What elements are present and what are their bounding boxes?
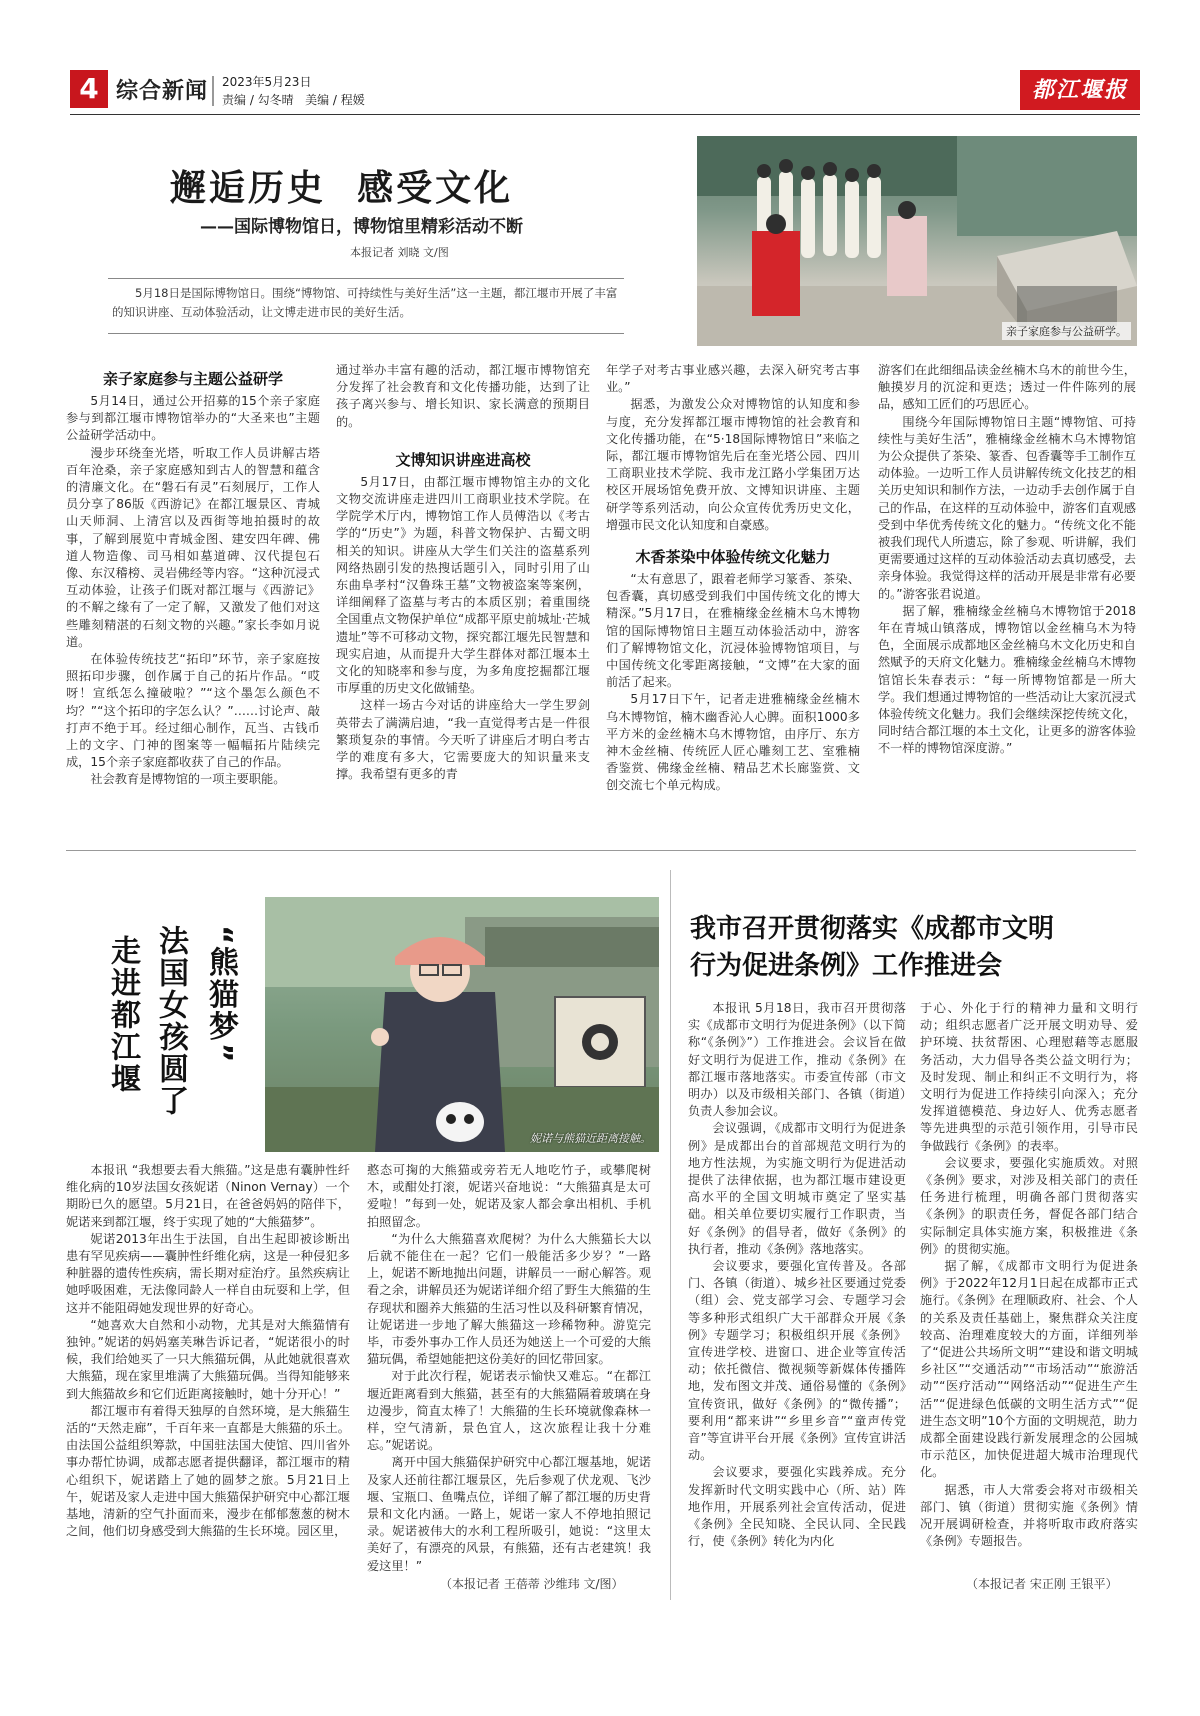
masthead-text: 都江堰报 (1031, 77, 1128, 103)
paragraph: 年学子对考古事业感兴趣，去深入研究考古事业。” (606, 363, 860, 395)
issue-date: 2023年5月23日 (222, 75, 312, 89)
header-divider (212, 76, 214, 106)
page-number: 4 (79, 72, 99, 105)
section-divider (66, 850, 1136, 851)
paragraph: 5月17日下午，记者走进雅楠缘金丝楠木乌木博物馆，楠木幽香沁人心脾。面积1000多平方米的金丝楠木乌木博物馆，由序厅、东方神木金丝楠、传统匠人匠心雕刻工艺、室雅楠香鉴赏、佛缘金丝楠、精品艺术长廊鉴赏、文创交流七个单元构成。 (606, 692, 860, 793)
paragraph: “太有意思了，跟着老师学习篆香、茶染、包香囊，真切感受到我们中国传统文化的博大精深。”5月17日，在雅楠缘金丝楠木乌木博物馆的国际博物馆日主题互动体验活动中，游客们了解博物馆文化，沉浸体验博物馆项目，与中国传统文化零距离接触，“文博”在大家的面前活了起来。 (606, 572, 860, 690)
museum-photo-caption: 亲子家庭参与公益研学。 (1002, 322, 1131, 340)
article3-title-line1: 我市召开贯彻落实《成都市文明 (690, 914, 1055, 944)
panda-photo-caption: 妮诺与熊猫近距离接触。 (530, 1132, 651, 1145)
article1-col1-body (66, 393, 320, 789)
article1-lead: 5月18日是国际博物馆日。围绕“博物馆、可持续性与美好生活”这一主题，都江堰市开展了丰富的知识讲座、互动体验活动，让文博走进市民的美好生活。 (112, 286, 618, 319)
paragraph: 会议要求，要强化宣传普及。各部门、各镇（街道）、城乡社区要通过党委（组）会、党支部学习会、专题学习会等多种形式组织广大干部群众开展《条例》专题学习；积极组织开展《条例》宣传进学校、进窗口、进企业等宣传活动；依托微信、微视频等新媒体传播阵地，发布图文并茂、通俗易懂的《条例》宣传资讯，做好《条例》的“微传播”；要利用“都来讲”“乡里乡音”“童声传党音”等宣讲平台开展《条例》宣传宣讲活动。 (688, 1259, 906, 1463)
paragraph: 妮诺2013年出生于法国，自出生起即被诊断出患有罕见疾病——囊肿性纤维化病，这是一种侵犯多种脏器的遗传性疾病，需长期对症治疗。虽然疾病让她呼吸困难，无法像同龄人一样自由玩耍和上学，但这并不能阻碍她发现世界的好奇心。 (66, 1231, 350, 1315)
article1-column-1 (66, 362, 320, 832)
article1-lead-box (108, 278, 624, 334)
paragraph: 据悉，市人大常委会将对市级相关部门、镇（街道）贯彻实施《条例》情况开展调研检查，并将听取市政府落实《条例》专题报告。 (920, 1482, 1138, 1549)
article1-column-4 (878, 362, 1136, 832)
paragraph: “为什么大熊猫喜欢爬树？为什么大熊猫长大以后就不能住在一起？它们一般能活多少岁？”一路上，妮诺不断地抛出问题，讲解员一一耐心解答。观看之余，讲解员还为妮诺详细介绍了野生大熊猫的生存现状和圈养大熊猫的生活习性以及科研繁育情况，让妮诺进一步地了解大熊猫这一珍稀物种。游览完毕，市委外事办工作人员还为她送上一个可爱的大熊猫玩偶，希望她能把这份美好的回忆带回家。 (367, 1231, 651, 1367)
article1-section1-heading: 亲子家庭参与主题公益研学 (102, 370, 283, 388)
paragraph: 漫步环绕奎光塔，听取工作人员讲解古塔百年沧桑，亲子家庭感知到古人的智慧和蕴含的清廉文化。在“磐石有灵”石刻展厅，工作人员分享了86版《西游记》在都江堰景区、青城山天师洞、上清宫以及西街等地拍摄时的故事，了解到展览中青城金图、建安四年碑、佛道人物造像、司马相如墓道碑、汉代提包石像、东汉稽榜、灵岩佛经等内容。“这种沉浸式互动体验，让孩子们既对都江堰与《西游记》的不解之缘有了一定了解，又激发了他们对这些雕刻精湛的石刻文物的兴趣。”家长李如月说道。 (66, 445, 320, 649)
article2-column-1 (66, 1162, 350, 1592)
article1-column-3 (606, 362, 860, 832)
article1-section3-heading: 木香茶染中体验传统文化魅力 (635, 548, 831, 567)
paragraph: 据悉，为激发公众对博物馆的认知度和参与度，充分发挥都江堰市博物馆的社会教育和文化传播功能，在“5·18国际博物馆日”来临之际，都江堰市博物馆先后在奎光塔公园、四川工商职业技术学院、我市龙江路小学集团万达校区开展场馆免费开放、文博知识讲座、主题研学等系列活动，向公众宣传优秀历史文化，增强市民文化认知度和自豪感。 (606, 397, 860, 532)
article3-byline: （本报记者 宋正刚 王银平） (966, 1577, 1118, 1591)
paragraph: 会议要求，要强化实施质效。对照《条例》要求，对涉及相关部门的责任任务进行梳理，明确各部门贯彻落实《条例》的职责任务，督促各部门结合实际制定具体实施方案，积极推进《条例》的贯彻实施。 (920, 1155, 1138, 1256)
paragraph: 围绕今年国际博物馆日主题“博物馆、可持续性与美好生活”，雅楠缘金丝楠木乌木博物馆为公众提供了茶染、篆香、包香囊等手工制作互动体验。一边听工作人员讲解传统文化技艺的相关历史知识和制作方法，一边动手去创作属于自己的作品，在这样的互动体验中，游客们直观感受到中华优秀传统文化的魅力。“传统文化不能被我们现代人所遗忘，除了参观、听讲解，我们更需要通过这样的互动体验活动去真切感受，去亲身体验。我觉得这样的活动开展是非常有必要的。”游客张君说道。 (878, 414, 1136, 601)
panda-scene-image (265, 897, 659, 1152)
paragraph: 都江堰市有着得天独厚的自然环境，是大熊猫生活的“天然走廊”，千百年来一直都是大熊猫的乐土。由法国公益组织筹款，中国驻法国大使馆、四川省外事办帮忙协调，成都志愿者提供翻译，都江堰市的精心组织下，妮诺踏上了她的圆梦之旅。5月21日上午，妮诺及家人走进中国大熊猫保护研究中心都江堰基地，清新的空气扑面而来，漫步在郁郁葱葱的树木之间，他们切身感受到大熊猫的生长环境。园区里， (66, 1403, 350, 1539)
article1-byline: 本报记者 刘晓 文/图 (350, 246, 449, 259)
editors: 责编 / 勾冬晴 美编 / 程媛 (222, 93, 365, 107)
paragraph: 通过举办丰富有趣的活动，都江堰市博物馆充分发挥了社会教育和文化传播功能，达到了让孩子离兴参与、增长知识、家长满意的预期目的。 (336, 363, 590, 429)
article2-title-line3: 走进都江堰 (105, 935, 140, 1095)
paragraph: 憨态可掬的大熊猫或旁若无人地吃竹子，或攀爬树木，或酣处打滚，妮诺兴奋地说：“大熊猫真是太可爱啦！”每到一处，妮诺及家人都会拿出相机、手机拍照留念。 (367, 1163, 651, 1229)
paragraph: 离开中国大熊猫保护研究中心都江堰基地，妮诺及家人还前往都江堰景区，先后参观了伏龙观、飞沙堰、宝瓶口、鱼嘴点位，详细了解了都江堰的历史背景和文化内涵。一路上，妮诺一家人不停地拍照记录。妮诺被伟大的水利工程所吸引，她说：“这里太美好了，有漂亮的风景，有熊猫，还有古老建筑！我爱这里！” (367, 1455, 651, 1572)
paragraph: 本报讯 “我想要去看大熊猫。”这是患有囊肿性纤维化病的10岁法国女孩妮诺（Ninon Vernay）一个期盼已久的愿望。5月21日，在爸爸妈妈的陪伴下，妮诺来到都江堰，终于实现了她的“大熊猫梦”。 (66, 1163, 350, 1229)
paragraph: 于心、外化于行的精神力量和文明行动；组织志愿者广泛开展文明劝导、爱护环境、扶贫帮困、心理慰藉等志愿服务活动，大力倡导各类公益文明行为；及时发现、制止和纠正不文明行为，将文明行为促进工作持续引向深入；充分发挥道德模范、身边好人、优秀志愿者等先进典型的示范引领作用，引导市民争做践行《条例》的表率。 (920, 1001, 1138, 1153)
header-rule (70, 114, 1140, 115)
article1-subtitle: ——国际博物馆日，博物馆里精彩活动不断 (200, 217, 523, 237)
article3-column-2 (920, 1000, 1138, 1570)
paragraph: 5月14日，通过公开招募的15个亲子家庭参与到都江堰市博物馆举办的“大圣来也”主题公益研学活动中。 (66, 394, 320, 443)
article3-column-1 (688, 1000, 906, 1590)
page-number-box (70, 70, 108, 108)
paragraph: 5月17日，由都江堰市博物馆主办的文化文物交流讲座走进四川工商职业技术学院。在学院学术厅内，博物馆工作人员傅浩以《考古学的“历史”》为题，科普文物保护、古蜀文明相关的知识。讲座从大学生们关注的盗墓系列网络热剧引发的热搜话题引入，同时引用了山东曲阜孝村“汉鲁珠王墓”文物被盗案等案例，详细阐释了盗墓与考古的本质区别；着重围绕全国重点文物保护单位“成都平原史前城址·芒城遗址”等不可移动文物，探究都江堰先民智慧和现实启迪，从而提升大学生群体对都江堰本土文化的知晓率和参与度，为多角度挖掘都江堰市厚重的历史文化做铺垫。 (336, 474, 590, 696)
article1-title: 邂逅历史 感受文化 (170, 168, 514, 209)
paragraph: 本报讯 5月18日，我市召开贯彻落实《成都市文明行为促进条例》（以下简称“《条例》”）工作推进会。会议旨在做好文明行为促进工作，推动《条例》在都江堰市落地落实。市委宣传部（市文明办）以及市级相关部门、各镇（街道）负责人参加会议。 (688, 1001, 906, 1119)
museum-photo (697, 136, 1137, 346)
paragraph: 这样一场古今对话的讲座给大一学生罗剑英带去了满满启迪，“我一直觉得考古是一件很繁琐复杂的事情。今天听了讲座后才明白考古学的难度有多大，它需要庞大的知识量来支撑。我希望有更多的青 (336, 698, 590, 782)
masthead-logo (1020, 70, 1140, 110)
article2-column-2 (367, 1162, 651, 1572)
panda-girl-photo (265, 897, 659, 1152)
paragraph: 社会教育是博物馆的一项主要职能。 (90, 772, 286, 787)
paragraph: 在体验传统技艺“拓印”环节，亲子家庭按照拓印步骤，创作属于自己的拓片作品。“哎呀！宣纸怎么撞破啦？”“这个墨怎么颜色不均？”“这个拓印的字怎么认？”……讨论声、敲打声不绝于耳。经过细心制作，瓦当、古钱币上的文字、门神的图案等一幅幅拓片陆续完成，15个亲子家庭都收获了自己的作品。 (66, 652, 320, 770)
article3-title-line2: 行为促进条例》工作推进会 (690, 951, 1003, 981)
article1-column-2 (336, 362, 590, 832)
article2-byline: （本报记者 王蓓蒂 沙维玮 文/图） (440, 1577, 624, 1591)
paragraph: 游客们在此细细品读金丝楠木乌木的前世今生，触摸岁月的沉淀和更迭；透过一件件陈列的展品，感知工匠们的巧思匠心。 (878, 363, 1136, 412)
page-header (70, 70, 1140, 122)
paragraph: 据了解，《成都市文明行为促进条例》于2022年12月1日起在成都市正式施行。《条例》在理顺政府、社会、个人的关系及责任基础上，聚焦群众关注度较高、治理难度较大的方面，详细列举了“促进公共场所文明”“建设和谐文明城乡社区”“交通活动”“市场活动”“旅游活动”“医疗活动”“网络活动”“促进生产生活”“促进绿色低碳的文明生活方式”“促进生态文明”10个方面的文明规范，助力成都全面建设践行新发展理念的公园城市示范区，加快促进超大城市治理现代化。 (920, 1259, 1138, 1480)
article2-title-line1: “熊猫梦” (203, 925, 238, 1065)
museum-scene-image (697, 136, 1137, 346)
paragraph: 会议要求，要强化实践养成。充分发挥新时代文明实践中心（所、站）阵地作用，开展系列社会宣传活动，促进《条例》全民知晓、全民认同、全民践行，使《条例》转化为内化 (688, 1465, 906, 1549)
column-divider (670, 870, 671, 1600)
paragraph: 据了解，雅楠缘金丝楠乌木博物馆于2018年在青城山镇落成，博物馆以金丝楠乌木为特色，全面展示成都地区金丝楠乌木文化历史和自然赋予的天府文化魅力。雅楠缘金丝楠乌木博物馆馆长朱春表示：“每一所博物馆都是一所大学。我们想通过博物馆的一些活动让大家沉浸式体验传统文化魅力。我们会继续深挖传统文化，同时结合都江堰的本土文化，让更多的游客体验不一样的博物馆深度游。” (878, 603, 1136, 756)
paragraph: “她喜欢大自然和小动物，尤其是对大熊猫情有独钟。”妮诺的妈妈塞芙琳告诉记者，“妮诺很小的时候，我们给她买了一只大熊猫玩偶，从此她就很喜欢大熊猫，现在家里堆满了大熊猫玩偶。当得知能够来到大熊猫故乡和它们近距离接触时，她十分开心！” (66, 1317, 350, 1401)
paragraph: 会议强调，《成都市文明行为促进条例》是成都出台的首部规范文明行为的地方性法规，为实施文明行为促进活动提供了法律依据，也为都江堰市建设更高水平的全国文明城市奠定了坚实基础。相关单位要切实履行工作职责，当好《条例》的倡导者，做好《条例》的执行者，推动《条例》落地落实。 (688, 1121, 906, 1256)
section-name: 综合新闻 (116, 79, 209, 104)
paragraph: 对于此次行程，妮诺表示愉快又难忘。“在都江堰近距离看到大熊猫，甚至有的大熊猫隔着玻璃在身边漫步，简直太棒了！大熊猫的生长环境就像森林一样，空气清新，景色宜人，这次旅程让我十分难忘。”妮诺说。 (367, 1369, 651, 1453)
article1-section2-heading: 文博知识讲座进高校 (395, 450, 531, 469)
article2-title-line2: 法国女孩圆了 (153, 925, 188, 1117)
